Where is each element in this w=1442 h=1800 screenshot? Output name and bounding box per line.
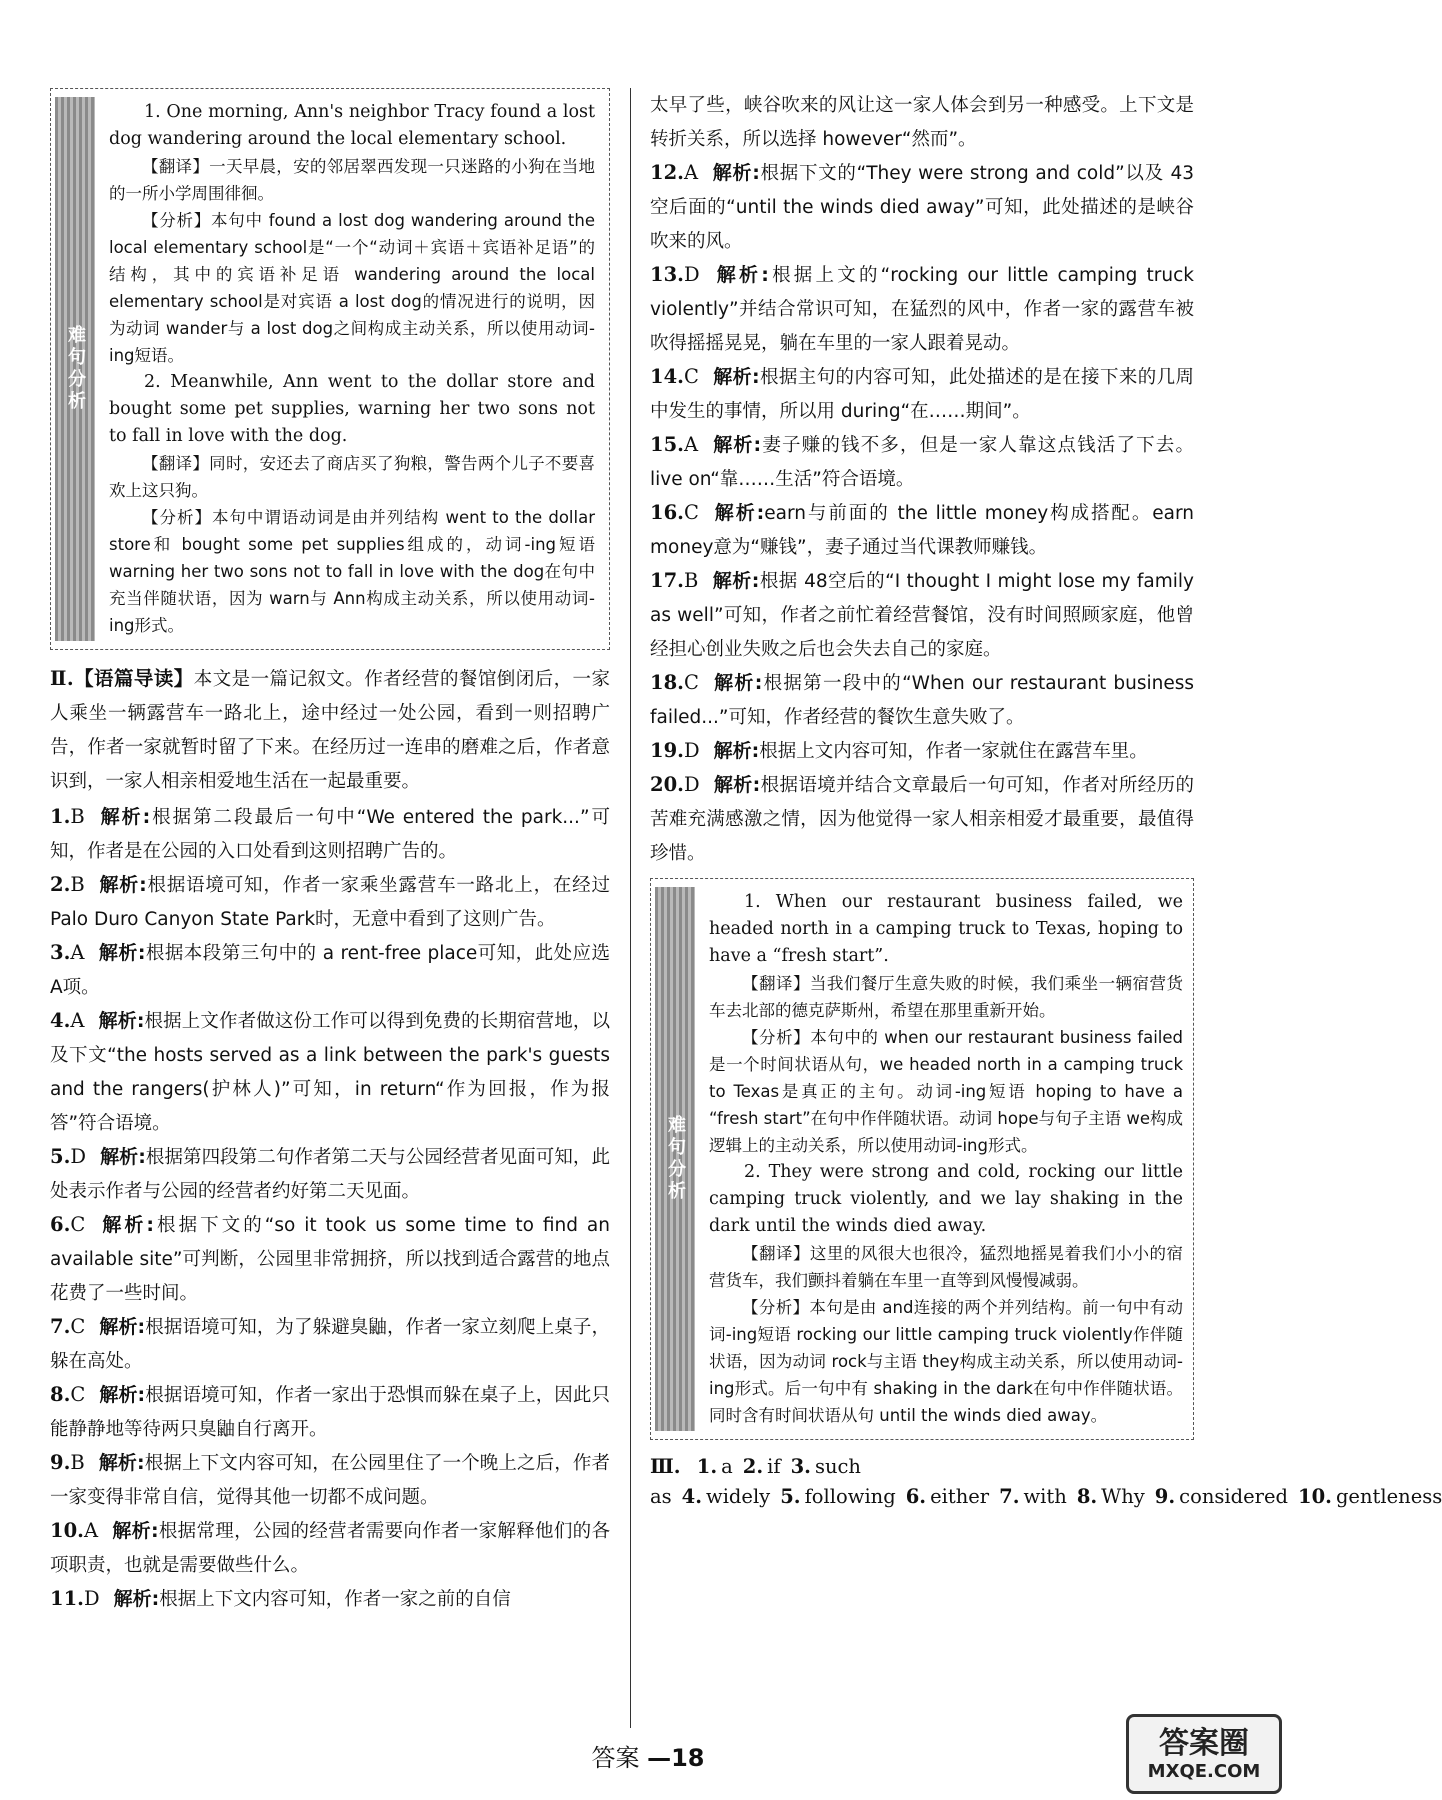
answer-item: 20.D 解析:根据语境并结合文章最后一句可知，作者对所经历的苦难充满感激之情，因为他觉得一家人相亲相爱才最重要，最值得珍惜。	[650, 773, 1194, 864]
answer-item: 7.C 解析:根据语境可知，为了躲避臭鼬，作者一家立刻爬上桌子，躲在高处。	[50, 1315, 610, 1372]
answer-item: 15.A 解析:妻子赚的钱不多，但是一家人靠这点钱活了下去。live on“靠……生活”符合语境。	[650, 433, 1194, 490]
answer-number: 3.	[790, 1455, 811, 1478]
right-column	[650, 88, 1442, 1512]
answer-item: 10.A 解析:根据常理，公园的经营者需要向作者一家解释他们的各项职责，也就是需要做些什么。	[50, 1519, 610, 1576]
answer-item: 18.C 解析:根据第一段中的“When our restaurant business failed...”可知，作者经营的餐饮生意失败了。	[650, 671, 1194, 728]
watermark-text: 答案圈	[1159, 1725, 1249, 1761]
sentence-2-translation: 【翻译】这里的风很大也很冷，猛烈地摇晃着我们小小的宿营货车，我们颤抖着躺在车里一直等到风慢慢减弱。	[709, 1244, 1183, 1290]
answer-value: either	[930, 1485, 990, 1508]
watermark-logo	[1126, 1714, 1282, 1794]
answer-value: such as	[650, 1455, 861, 1508]
answer-value: with	[1023, 1485, 1067, 1508]
answer-value: if	[767, 1455, 781, 1478]
answer-number: 1.	[696, 1455, 718, 1478]
answer-value: considered	[1179, 1485, 1288, 1508]
sentence-1: 1. When our restaurant business failed, we headed north in a camping truck to Texas, hoping to have a “fresh start”.	[709, 892, 1183, 966]
answer-value: Why	[1101, 1485, 1145, 1508]
answer-item: 17.B 解析:根据 48空后的“I thought I might lose my family as well”可知，作者之前忙着经营餐馆，没有时间照顾家庭，他曾经担心创业失败之后也会失去自己的家庭。	[650, 569, 1194, 660]
sentence-2: 2. They were strong and cold, rocking our little camping truck violently, and we lay shaking in the dark until the winds died away.	[709, 1162, 1183, 1236]
answer-value: a	[721, 1455, 733, 1478]
passage-guide: Ⅱ.【语篇导读】本文是一篇记叙文。作者经营的餐馆倒闭后，一家人乘坐一辆露营车一路北上，途中经过一处公园，看到一则招聘广告，作者一家就暂时留了下来。在经历过一连串的磨难之后，作者意识到，一家人相亲相爱地生活在一起最重要。	[50, 667, 610, 792]
answer-item: 12.A 解析:根据下文的“They were strong and cold”以及 43空后面的“until the winds died away”可知，此处描述的是峡谷吹来的风。	[650, 161, 1194, 252]
answer-item: 9.B 解析:根据上下文内容可知，在公园里住了一个晚上之后，作者一家变得非常自信，觉得其他一切都不成问题。	[50, 1451, 610, 1508]
difficult-sentence-box-1	[50, 88, 610, 650]
answer-item: 16.C 解析:earn与前面的 the little money构成搭配。earn money意为“赚钱”，妻子通过当代课教师赚钱。	[650, 501, 1194, 558]
sentence-1-translation: 【翻译】当我们餐厅生意失败的时候，我们乘坐一辆宿营货车去北部的德克萨斯州，希望在那里重新开始。	[709, 974, 1183, 1020]
sentence-2-analysis: 【分析】本句中谓语动词是由并列结构 went to the dollar store和 bought some pet supplies组成的，动词-ing短语 warning her two sons not to fall in love with the dog在句中充当伴随状语，因为 warn与 Ann构成主动关系，所以使用动词-ing形式。	[109, 508, 595, 635]
answer-number: 2.	[742, 1455, 764, 1478]
section-3-answers: Ⅲ. 1. a 2. if 3. such as 4. widely 5. following 6. either 7. with 8. Why 9. considered 10. gentleness	[650, 1455, 1442, 1508]
side-tab: 难句分析	[55, 97, 95, 641]
answer-item: 14.C 解析:根据主句的内容可知，此处描述的是在接下来的几周中发生的事情，所以用 during“在……期间”。	[650, 365, 1194, 422]
answer-number: 5.	[780, 1485, 801, 1508]
answer-number: 8.	[1076, 1485, 1098, 1508]
answer-item: 3.A 解析:根据本段第三句中的 a rent-free place可知，此处应选 A项。	[50, 941, 610, 998]
answer-item: 4.A 解析:根据上文作者做这份工作可以得到免费的长期宿营地，以及下文“the hosts served as a link between the park's guests and the rangers(护林人)”可知，in return“作为回报，作为报答”符合语境。	[50, 1009, 610, 1134]
watermark-url: MXQE.COM	[1147, 1760, 1261, 1782]
answer-item: 8.C 解析:根据语境可知，作者一家出于恐惧而躲在桌子上，因此只能静静地等待两只臭鼬自行离开。	[50, 1383, 610, 1440]
difficult-sentence-box-2	[650, 878, 1194, 1440]
column-divider	[630, 88, 631, 1728]
answer-item: 1.B 解析:根据第二段最后一句中“We entered the park...”可知，作者是在公园的入口处看到这则招聘广告的。	[50, 805, 610, 862]
answer-item: 11.D 解析:根据上下文内容可知，作者一家之前的自信	[50, 1587, 511, 1610]
answer-value: gentleness	[1335, 1485, 1442, 1508]
answer-item: 19.D 解析:根据上文内容可知，作者一家就住在露营车里。	[650, 739, 1148, 762]
left-column	[50, 88, 610, 1616]
sentence-1: 1. One morning, Ann's neighbor Tracy found a lost dog wandering around the local elementary school.	[109, 102, 595, 149]
left-answer-list	[50, 800, 610, 1616]
sentence-1-translation: 【翻译】一天早晨，安的邻居翠西发现一只迷路的小狗在当地的一所小学周围徘徊。	[109, 157, 595, 203]
answer-item: 5.D 解析:根据第四段第二句作者第二天与公园经营者见面可知，此处表示作者与公园的经营者约好第二天见面。	[50, 1145, 610, 1202]
answer-item: 2.B 解析:根据语境可知，作者一家乘坐露营车一路北上，在经过 Palo Duro Canyon State Park时，无意中看到了这则广告。	[50, 873, 610, 930]
page-footer	[0, 1738, 1296, 1773]
sentence-2-analysis: 【分析】本句是由 and连接的两个并列结构。前一句中有动词-ing短语 rocking our little camping truck violently作伴随状语，因为动词 rock与主语 they构成主动关系，所以使用动词-ing形式。后一句中有 shaking in the dark在句中作伴随状语。同时含有时间状语从句 until the winds died away。	[709, 1298, 1183, 1425]
answer-value: widely	[706, 1485, 771, 1508]
sentence-2: 2. Meanwhile, Ann went to the dollar store and bought some pet supplies, warning her two sons not to fall in love with the dog.	[109, 372, 595, 446]
continued-explanation: 太早了些，峡谷吹来的风让这一家人体会到另一种感受。上下文是转折关系，所以选择 however“然而”。	[650, 95, 1194, 150]
answer-number: 9.	[1154, 1485, 1176, 1508]
answer-number: 7.	[999, 1485, 1020, 1508]
answer-item: 6.C 解析:根据下文的“so it took us some time to find an available site”可判断，公园里非常拥挤，所以找到适合露营的地点花费了一些时间。	[50, 1213, 610, 1304]
side-tab: 难句分析	[655, 887, 695, 1431]
right-answer-list	[650, 156, 1194, 870]
answer-number: 10.	[1298, 1485, 1332, 1508]
answer-number: 6.	[905, 1485, 927, 1508]
sentence-2-translation: 【翻译】同时，安还去了商店买了狗粮，警告两个儿子不要喜欢上这只狗。	[109, 454, 595, 500]
sentence-1-analysis: 【分析】本句中 found a lost dog wandering around the local elementary school是“一个“动词＋宾语＋宾语补足语”的结构，其中的宾语补足语 wandering around the local elementary school是对宾语 a lost dog的情况进行的说明，因为动词 wander与 a lost dog之间构成主动关系，所以使用动词-ing短语。	[109, 211, 595, 365]
answer-value: following	[804, 1485, 896, 1508]
sentence-1-analysis: 【分析】本句中的 when our restaurant business failed是一个时间状语从句，we headed north in a camping truck to Texas是真正的主句。动词-ing短语 hoping to have a “fresh start”在句中作伴随状语。动词 hope与句子主语 we构成逻辑上的主动关系，所以使用动词-ing形式。	[709, 1028, 1183, 1155]
answer-item: 13.D 解析:根据上文的“rocking our little camping truck violently”并结合常识可知，在猛烈的风中，作者一家的露营车被吹得摇摇晃晃，躺在车里的一家人跟着晃动。	[650, 263, 1194, 354]
answer-number: 4.	[681, 1485, 702, 1508]
footer-label: 答案	[591, 1744, 640, 1772]
page-number: —18	[647, 1744, 705, 1772]
